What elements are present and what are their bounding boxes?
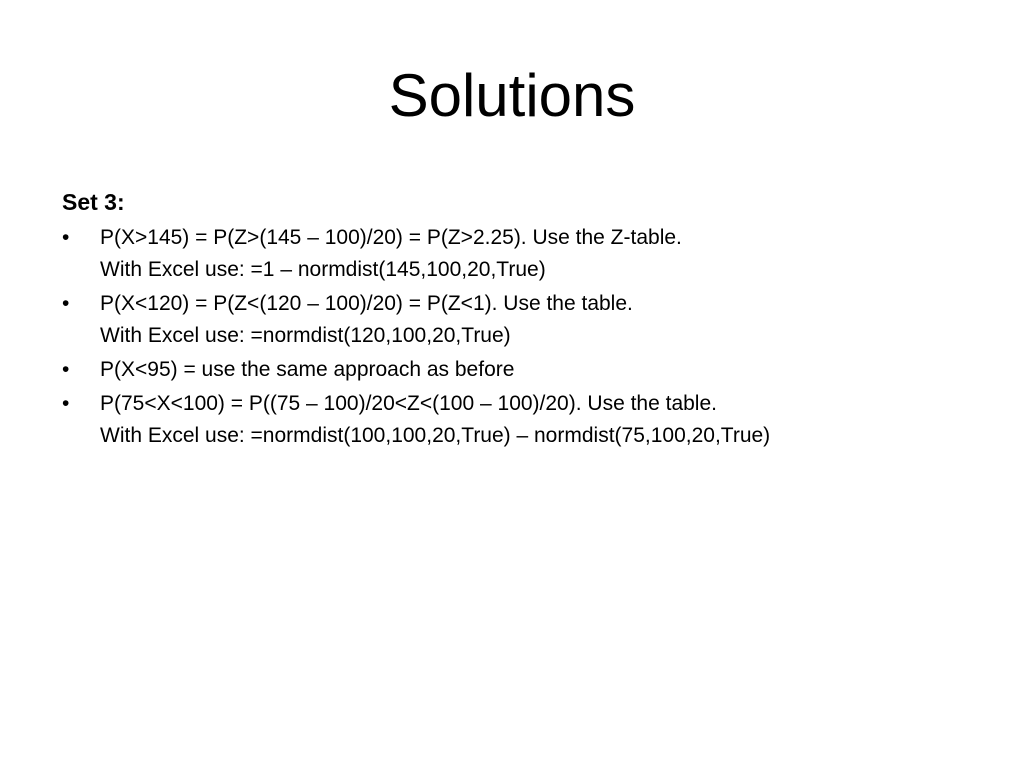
bullet-marker: • [62, 358, 70, 381]
bullet-excel-text: With Excel use: =1 – normdist(145,100,20,True) [100, 258, 546, 281]
section-heading: Set 3: [62, 189, 125, 215]
bullet-marker: • [62, 392, 70, 415]
bullet-item-1 [62, 222, 982, 286]
bullet-marker: • [62, 292, 70, 315]
bullet-list [62, 222, 982, 452]
slide-title: Solutions [388, 62, 636, 129]
bullet-item-4 [62, 388, 982, 452]
bullet-item-3 [62, 354, 982, 386]
bullet-text: P(X<95) = use the same approach as before [100, 358, 515, 381]
bullet-text: P(75<X<100) = P((75 – 100)/20<Z<(100 – 100)/20). Use the table. [100, 392, 717, 415]
bullet-text: P(X>145) = P(Z>(145 – 100)/20) = P(Z>2.25). Use the Z-table. [100, 226, 682, 249]
bullet-excel-text: With Excel use: =normdist(120,100,20,True) [100, 324, 511, 347]
bullet-excel-text: With Excel use: =normdist(100,100,20,True) – normdist(75,100,20,True) [100, 424, 771, 447]
bullet-marker: • [62, 226, 70, 249]
bullet-text: P(X<120) = P(Z<(120 – 100)/20) = P(Z<1). Use the table. [100, 292, 633, 315]
bullet-item-2 [62, 288, 982, 352]
slide-body [62, 186, 982, 454]
